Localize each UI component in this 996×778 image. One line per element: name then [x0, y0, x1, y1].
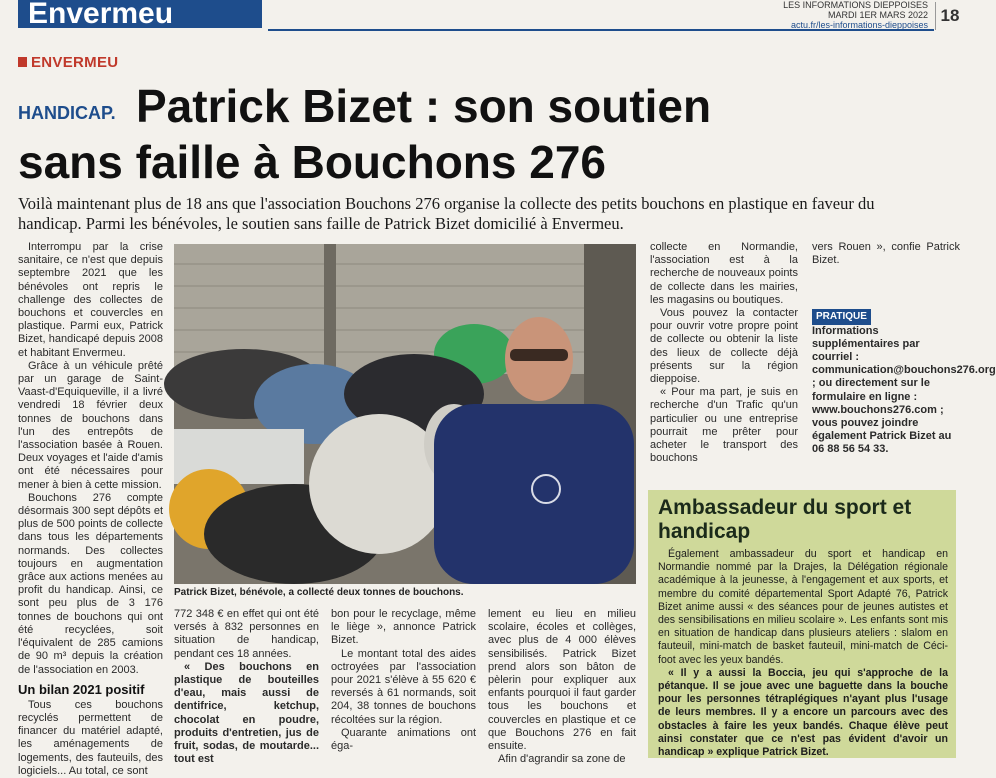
paragraph: lement eu lieu en milieu scolaire, écoles et collèges, avec plus de 4 000 élèves sensibilisés. Patrick Bizet prend alors son bâton de pèlerin pour expliquer aux enfants pourquoi il faut garder tous les bouchons et couvercles en plastique et ce que Bouchons 276 en fait ensuite.	[488, 608, 636, 753]
headline-line-1: Patrick Bizet : son soutien	[136, 80, 712, 132]
article-column-1	[18, 241, 163, 778]
paragraph: « Des bouchons en plastique de bouteilles d'eau, mais aussi de dentifrice, ketchup, chocolat en poudre, produits d'entretien, jus de fruit, sodas, de moutarde... tout est	[174, 660, 319, 766]
section-label-text: ENVERMEU	[31, 54, 119, 71]
masthead-info	[783, 0, 928, 30]
photo-caption: Patrick Bizet, bénévole, a collecté deux tonnes de bouchons.	[174, 587, 464, 598]
paragraph: « Pour ma part, je suis en recherche d'un Trafic qu'un particulier ou une entreprise pourrait me prêter pour acheter le transport des bouchons	[650, 386, 798, 465]
page-number: 18	[935, 2, 964, 30]
paragraph: Afin d'agrandir sa zone de	[498, 753, 626, 766]
paragraph: « Il y a aussi la Boccia, jeu qui s'approche de la pétanque. Il se joue avec une baguette dans la bouche pour les personnes tétraplégiques n'ayant plus l'usage de leurs membres. Il y a encore un parcours avec des obstacles à faire les yeux bandés. Chaque élève peut ainsi constater que ce n'est pas évident d'avoir un handicap » explique Patrick Bizet.	[658, 666, 948, 759]
article-column-4-bottom	[488, 608, 636, 766]
pratique-label: PRATIQUE	[812, 309, 871, 324]
article-column-4-top	[650, 241, 798, 465]
headline	[18, 78, 918, 190]
paragraph: Quarante animations ont éga-	[331, 726, 476, 753]
headline-line-2: sans faille à Bouchons 276	[18, 136, 607, 188]
sidebar-title: Ambassadeur du sport et handicap	[658, 496, 912, 543]
paragraph: vers Rouen », confie Patrick Bizet.	[812, 241, 960, 267]
section-label	[18, 54, 118, 71]
masthead-title: Envermeu	[18, 0, 262, 28]
subheading: Un bilan 2021 positif	[18, 681, 145, 697]
paragraph: Tous ces bouchons recyclés permettent de financer du matériel adapté, les aménagements de logements, des fauteuils, des logiciels... Au total, ce sont	[18, 698, 163, 777]
paper-name: LES INFORMATIONS DIEPPOISES	[783, 0, 928, 10]
article-column-5-top	[812, 241, 996, 457]
article-column-3	[331, 608, 476, 753]
paragraph: bon pour le recyclage, même le liège », annonce Patrick Bizet.	[331, 608, 476, 647]
paper-url: actu.fr/les-informations-dieppoises	[790, 20, 928, 30]
pratique-text: Informations supplémentaires par courriel : communication@bouchons276.org ; ou directement sur le formulaire en ligne : www.bouchons276.com ; vous pouvez joindre également Patrick Bizet au 06 88 56 54 33.	[812, 324, 996, 456]
pratique-block	[812, 309, 996, 456]
paragraph: Interrompu par la crise sanitaire, ce n'est que depuis septembre 2021 que les bénévoles ont repris le challenge des collectes de bouchons et couvercles en plastique. Parmi eux, Patrick Bizet, handicapé depuis 2008 et habitant Envermeu.	[18, 241, 163, 359]
paragraph: Bouchons 276 compte désormais 300 sept dépôts et plus de 500 points de collecte dans tous les départements normands. Des collectes toujours en augmentation grâce aux actions menées au profit du handicap. Ainsi, ce sont peu plus de 3 176 tonnes de bouchons qui ont été recyclées, soit l'équivalent de 285 camions de 90 m³ depuis la création de l'association en 2003.	[18, 491, 163, 676]
paragraph: Grâce à un véhicule prêté par un garage de Saint-Vaast-d'Equiqueville, il a livré vendredi 18 février deux tonnes de bouchons dans l'un des entrepôts de l'association basée à Rouen. Deux voyages et l'aide d'amis ont été nécessaires pour mener à bien à cette mission.	[18, 359, 163, 491]
sidebar-box	[648, 490, 956, 758]
paragraph: collecte en Normandie, l'association est à la recherche de nouveaux points de collecte dans les mairies, les magasins ou boutiques.	[650, 241, 798, 306]
paragraph: 772 348 € en effet qui ont été versés à 832 personnes en situation de handicap, pendant ces 18 années.	[174, 608, 319, 660]
sidebar-body	[658, 548, 948, 759]
photo-illustration	[174, 244, 636, 584]
lead-paragraph: Voilà maintenant plus de 18 ans que l'association Bouchons 276 organise la collecte des petits bouchons en plastique en faveur du handicap. Parmi les bénévoles, le soutien sans faille de Patrick Bizet domicilié à Envermeu.	[18, 194, 875, 233]
article-photo	[174, 244, 636, 584]
paragraph: Vous pouvez la contacter pour ouvrir votre propre point de collecte ou obtenir la liste des lieux de collecte déjà présents sur la région dieppoise.	[650, 307, 798, 386]
article-column-2	[174, 608, 319, 766]
paragraph: Également ambassadeur du sport et handicap en Normandie nommé par la Drajes, la Délégation régionale académique à la jeunesse, à l'engagement et aux sports, et membre du comité départemental Sport Adapté 76, Patrick Bizet anime aussi « des séances pour de jeunes autistes et des sensibilisations en milieu scolaire ». Les enfants sont mis en situation de handicap dans plusieurs ateliers : slalom en fauteuil, mini-match de basket fauteuil, mini-match de Céci-foot avec les yeux bandés.	[658, 548, 948, 666]
kicker: HANDICAP.	[18, 103, 116, 123]
issue-date: MARDI 1ER MARS 2022	[827, 10, 928, 20]
paragraph: Le montant total des aides octroyées par l'association pour 2021 s'élève à 55 620 € reversés à 61 normands, soit 204, 38 tonnes de bouchons récoltées sur la région.	[331, 647, 476, 726]
